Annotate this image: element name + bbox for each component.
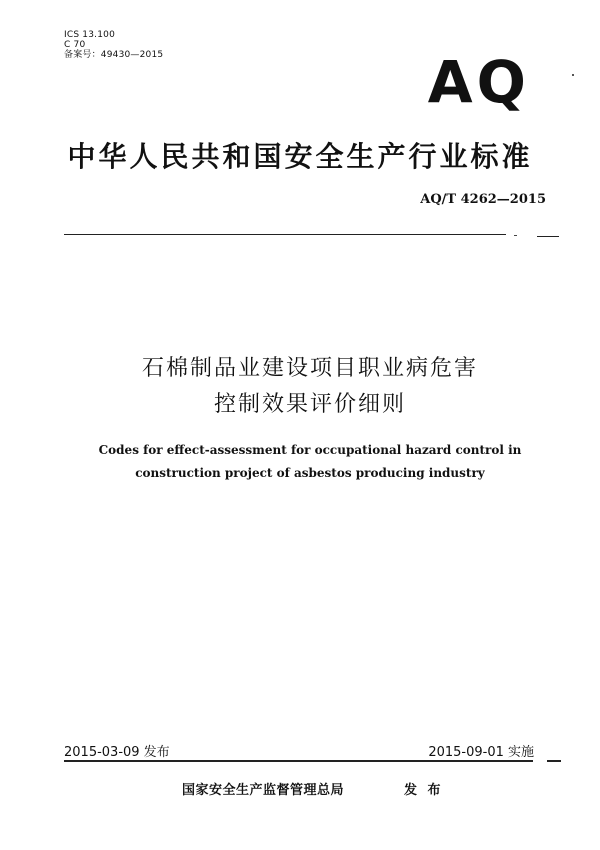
aq-logo: AQ bbox=[427, 48, 530, 116]
issuer-action: 发 布 bbox=[404, 783, 444, 798]
document-meta bbox=[64, 30, 163, 60]
issue-date: 2015-03-09 发布 bbox=[64, 745, 170, 760]
record-number: 备案号：49430—2015 bbox=[64, 50, 164, 60]
title-en-line2: construction project of asbestos producing industry bbox=[135, 466, 485, 480]
ccs-code: C 70 bbox=[64, 40, 86, 50]
scan-speck bbox=[572, 74, 574, 76]
header-divider bbox=[64, 234, 506, 235]
standard-code: AQ/T 4262—2015 bbox=[420, 192, 546, 207]
title-cn-line2: 控制效果评价细则 bbox=[213, 392, 406, 417]
footer-divider-end bbox=[547, 760, 561, 762]
ics-code: ICS 13.100 bbox=[64, 30, 116, 40]
issuer-name: 国家安全生产监督管理总局 bbox=[182, 783, 345, 798]
title-en-line1: Codes for effect-assessment for occupational hazard control in bbox=[98, 443, 522, 457]
header-divider-end bbox=[537, 236, 559, 237]
title-cn-line1: 石棉制品业建设项目职业病危害 bbox=[141, 356, 478, 381]
footer-divider bbox=[64, 760, 533, 762]
header-divider-dot bbox=[514, 235, 517, 236]
effective-date: 2015-09-01 实施 bbox=[428, 745, 534, 760]
standard-title: 中华人民共和国安全生产行业标准 bbox=[67, 140, 533, 173]
